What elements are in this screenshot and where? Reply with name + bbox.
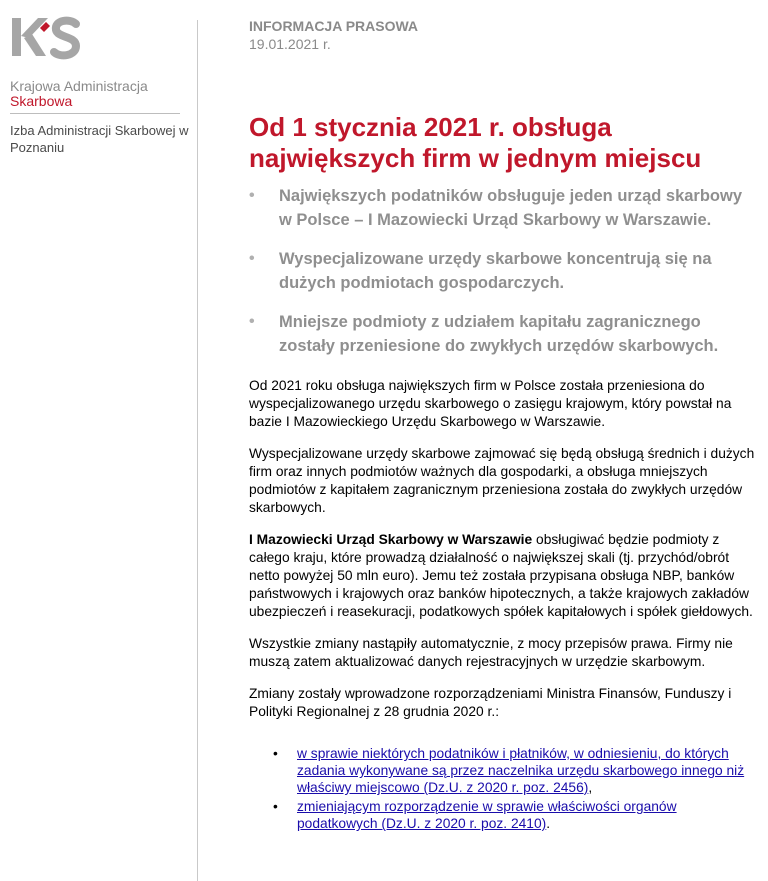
press-release-date: 19.01.2021 r. <box>249 36 331 52</box>
bullet-icon: • <box>249 187 255 204</box>
paragraph <box>249 531 759 621</box>
paragraph: Od 2021 roku obsługa największych firm w Polsce została przeniesiona do wyspecjalizowanego urzędu skarbowego o zasięgu krajowym, który powstał na bazie I Mazowieckiego Urzędu Skarbowego w Warszawie. <box>249 378 732 429</box>
link-suffix: , <box>588 780 593 795</box>
highlight-text: Wyspecjalizowane urzędy skarbowe koncentrują się na dużych podmiotach gospodarczych. <box>279 250 712 292</box>
bullet-icon: • <box>273 746 278 761</box>
org-name-line1: Krajowa Administracja <box>10 78 148 94</box>
paragraph: Wyspecjalizowane urzędy skarbowe zajmować się będą obsługą średnich i dużych firm oraz innych podmiotów ważnych dla gospodarki, a obsługa mniejszych podmiotów z kapitałem zagranicznym przeniesiona została do zwykłych urzędów skarbowych. <box>249 446 755 515</box>
regulation-link-2456[interactable]: w sprawie niektórych podatników i płatników, w odniesieniu, do których zadania wykonywane są przez naczelnika urzędu skarbowego innego niż właściwy miejscowo (Dz.U. z 2020 r. poz. 2456) <box>297 746 745 795</box>
page-title: Od 1 stycznia 2021 r. obsługa największych firm w jednym miejscu <box>249 112 702 173</box>
sidebar <box>0 0 196 881</box>
regulation-link-2410[interactable]: zmieniającym rozporządzenie w sprawie właściwości organów podatkowych (Dz.U. z 2020 r. poz. 2410) <box>297 799 677 831</box>
org-name-line2: Skarbowa <box>10 93 73 109</box>
bullet-icon: • <box>273 799 278 814</box>
highlight-item <box>249 184 759 232</box>
highlight-item <box>249 247 759 295</box>
bullet-icon: • <box>249 313 255 330</box>
highlight-text: Mniejsze podmioty z udziałem kapitału zagranicznego zostały przeniesione do zwykłych urzędów skarbowych. <box>279 313 719 355</box>
link-suffix: . <box>546 816 551 831</box>
highlights-list <box>249 184 759 373</box>
press-release-label: INFORMACJA PRASOWA <box>249 18 419 34</box>
regulation-links <box>249 745 759 832</box>
vertical-divider <box>197 20 198 881</box>
paragraph-text: obsługiwać będzie podmioty z całego kraju, które prowadzą działalność o największej skali (tj. przychód/obrót netto powyżej 50 mln euro). Jemu też została przypisana obsługa NBP, banków państwowych i krajowych oraz banków hipotecznych, a także krajowych zakładów ubezpieczeń i reasekuracji, podatkowych spółek kapitałowych i spółek giełdowych. <box>249 532 753 619</box>
list-item <box>249 798 759 832</box>
highlight-item <box>249 310 759 358</box>
paragraph: Wszystkie zmiany nastąpiły automatycznie, z mocy przepisów prawa. Firmy nie muszą zatem aktualizować danych rejestracyjnych w urzędzie skarbowym. <box>249 636 733 669</box>
office-name: I Mazowiecki Urząd Skarbowy w Warszawie <box>249 532 533 547</box>
kas-logo <box>10 14 84 66</box>
paragraph: Zmiany zostały wprowadzone rozporządzeniami Ministra Finansów, Funduszy i Polityki Regionalnej z 28 grudnia 2020 r.: <box>249 686 732 719</box>
bullet-icon: • <box>249 250 255 267</box>
article-body <box>249 377 759 834</box>
highlight-text: Największych podatników obsługuje jeden urząd skarbowy w Polsce – I Mazowiecki Urząd Skarbowy w Warszawie. <box>279 187 743 229</box>
sidebar-divider <box>10 113 180 114</box>
chamber-name: Izba Administracji Skarbowej w Poznaniu <box>10 123 189 155</box>
list-item <box>249 745 759 796</box>
